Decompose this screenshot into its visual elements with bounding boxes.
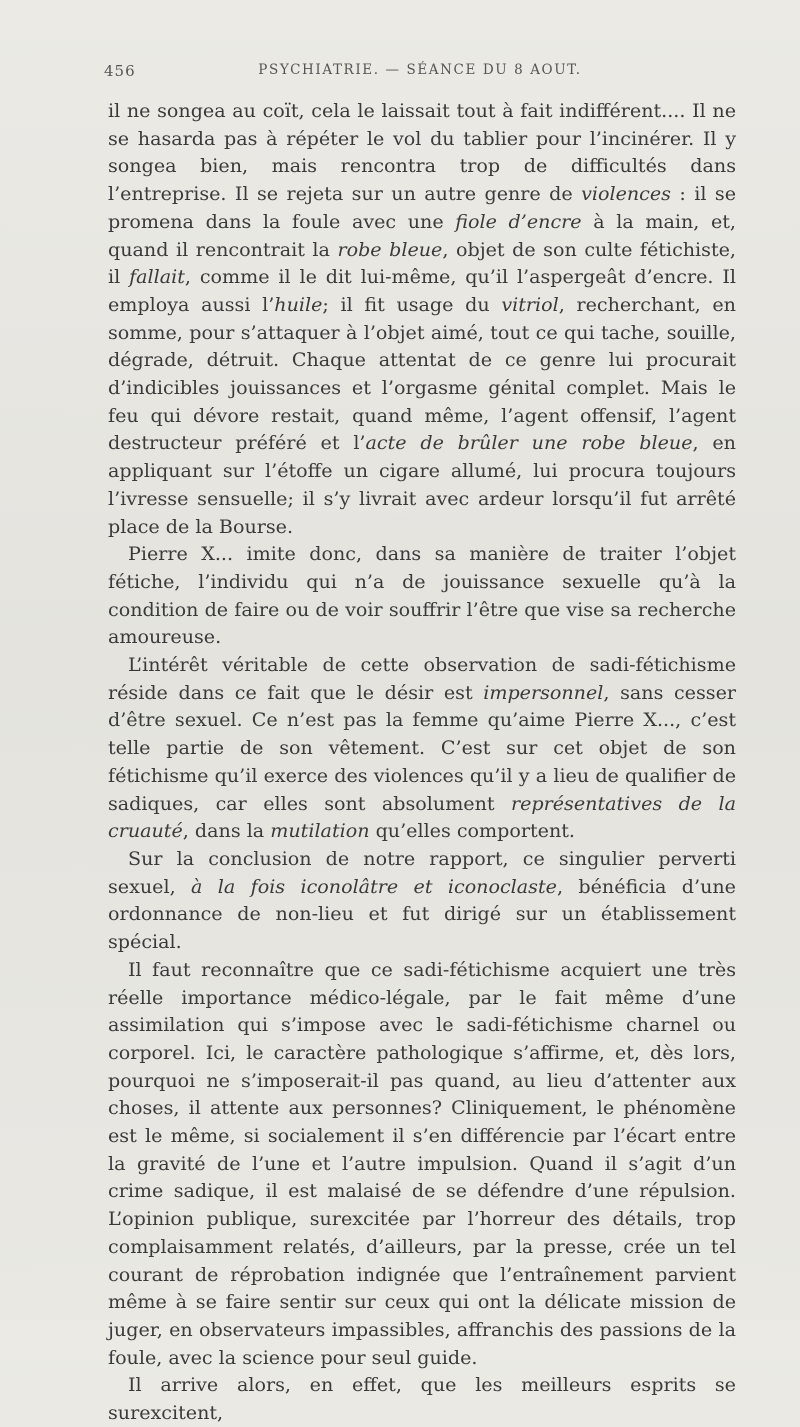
- italic-segment: acte de brûler une robe bleue: [365, 431, 693, 455]
- text-segment: Il faut reconnaître que ce sadi-fétichisme acquiert une très réelle importance médico-légale, par le fait même d’une assimilation qui s’impose avec le sadi-fétichisme charnel ou corporel. Ici, le caractère pathologique s’affirme, et, dès lors, pourquoi ne s’imposerait-il pas quand, au lieu d’attenter aux choses, il attente aux personnes? Cliniquement, le phénomène est le même, si socialement il s’en différencie par l’écart entre la gravité de l’une et l’autre impulsion. Quand il s’agit d’un crime sadique, il est malaisé de se défendre d’une répulsion. L’opinion publique, surexcitée par l’horreur des détails, trop complaisamment relatés, d’ailleurs, par la presse, crée un tel courant de réprobation indignée que l’entraînement parvient même à se faire sentir sur ceux qui ont la délicate mission de juger, en observateurs impassibles, affranchis des passions de la foule, avec la science pour seul guide.: [108, 957, 736, 1369]
- italic-segment: à la fois iconolâtre et iconoclaste: [191, 874, 557, 898]
- text-segment: , bénéficia d’une ordonnance de non-lieu et fut dirigé sur un établissement spécial.: [108, 874, 736, 954]
- paragraph: [108, 651, 736, 845]
- text-segment: , sans cesser d’être sexuel. Ce n’est pas la femme qu’aime Pierre X..., c’est telle partie de son vêtement. C’est sur cet objet de son fétichisme qu’il exerce des violences qu’il y a lieu de qualifier de sadiques, car elles sont absolument: [108, 680, 736, 815]
- paragraph: [108, 956, 736, 1372]
- text-segment: , dans la: [182, 819, 271, 843]
- paragraph: [108, 1371, 736, 1426]
- italic-segment: représentatives de la cruauté: [108, 791, 736, 843]
- text-segment: , objet de son culte fétichiste, il: [108, 237, 737, 289]
- italic-segment: mutilation: [270, 819, 370, 843]
- text-segment: il ne songea au coït, cela le laissait tout à fait indifférent.... Il ne se hasarda pas à répéter le vol du tablier pour l’incinérer. Il y songea bien, mais rencontra trop de difficultés dans l’entreprise. Il se rejeta sur un autre genre de: [108, 99, 736, 206]
- text-segment: Pierre X... imite donc, dans sa manière de traiter l’objet fétiche, l’individu qui n’a de jouissance sexuelle qu’à la condition de faire ou de voir souffrir l’être que vise sa recherche amoureuse.: [108, 542, 736, 649]
- text-segment: Il arrive alors, en effet, que les meilleurs esprits se surexcitent,: [108, 1373, 736, 1425]
- text-segment: qu’elles comportent.: [369, 819, 576, 843]
- text-segment: à la main, et, quand il rencontrait la: [108, 209, 737, 261]
- text-segment: , comme il le dit lui-même, qu’il l’aspergeât d’encre. Il employa aussi l’: [108, 265, 736, 316]
- body-text: [108, 97, 736, 1427]
- page-number: 456: [104, 62, 136, 80]
- italic-segment: fiole d’encre: [455, 209, 582, 233]
- text-segment: L’intérêt véritable de cette observation de sadi-fétichisme réside dans ce fait que le désir est: [108, 653, 736, 704]
- text-segment: Sur la conclusion de notre rapport, ce singulier perverti sexuel,: [108, 846, 736, 898]
- paragraph: [108, 845, 736, 956]
- text-segment: , recherchant, en somme, pour s’attaquer à l’objet aimé, tout ce qui tache, souille, dégrade, détruit. Chaque attentat de ce genre lui procurait d’indicibles jouissances et l’orgasme génital complet. Mais le feu qui dévore restait, quand même, l’agent offensif, l’agent destructeur préféré et l’: [108, 292, 736, 455]
- text-segment: : il se promena dans la foule avec une: [108, 182, 736, 233]
- italic-segment: huile: [274, 292, 323, 316]
- italic-segment: violences: [581, 182, 671, 206]
- text-segment: ; il fit usage du: [322, 292, 502, 316]
- italic-segment: fallait: [129, 265, 185, 289]
- italic-segment: vitriol: [501, 292, 559, 316]
- italic-segment: robe bleue: [337, 237, 443, 261]
- paragraph: [108, 540, 736, 651]
- text-segment: , en appliquant sur l’étoffe un cigare allumé, lui procura toujours l’ivresse sensuelle; il s’y livrait avec ardeur lorsqu’il fut arrêté place de la Bourse.: [108, 431, 736, 538]
- running-title: PSYCHIATRIE. — SÉANCE DU 8 AOUT.: [258, 62, 582, 78]
- running-head: [104, 62, 736, 88]
- paragraph: [108, 97, 736, 540]
- italic-segment: impersonnel: [483, 680, 604, 704]
